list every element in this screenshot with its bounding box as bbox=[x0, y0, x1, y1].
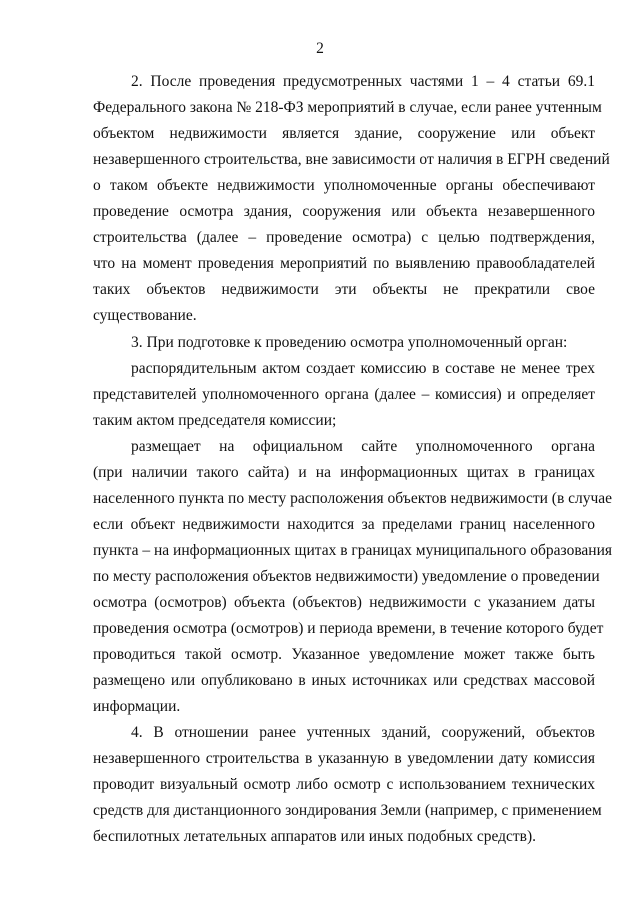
paragraph-line: проведение осмотра здания, сооружения или объекта незавершенного bbox=[93, 203, 595, 220]
paragraph-line: по месту расположения объектов недвижимости) уведомление о проведении bbox=[93, 568, 600, 585]
paragraph-line: что на момент проведения мероприятий по выявлению правообладателей bbox=[93, 255, 595, 272]
paragraph-line: незавершенного строительства, вне зависимости от наличия в ЕГРН сведений bbox=[93, 151, 610, 168]
paragraph-line: размещает на официальном сайте уполномоченного органа bbox=[131, 438, 595, 455]
page-number: 2 bbox=[316, 40, 324, 57]
paragraph-line: населенного пункта по месту расположения объектов недвижимости (в случае bbox=[93, 490, 613, 507]
paragraph-line: 4. В отношении ранее учтенных зданий, сооружений, объектов bbox=[131, 724, 595, 741]
paragraph-line: незавершенного строительства в указанную в уведомлении дату комиссия bbox=[93, 750, 595, 767]
paragraph-line: проведения осмотра (осмотров) и периода времени, в течение которого будет bbox=[93, 620, 604, 637]
paragraph-line: средств для дистанционного зондирования Земли (например, с применением bbox=[93, 802, 602, 819]
paragraph-line: распорядительным актом создает комиссию в составе не менее трех bbox=[131, 360, 595, 377]
paragraph-line: проводиться такой осмотр. Указанное уведомление может также быть bbox=[93, 646, 595, 663]
paragraph-line: (при наличии такого сайта) и на информационных щитах в границах bbox=[93, 464, 595, 481]
paragraph-line: 2. После проведения предусмотренных частями 1 – 4 статьи 69.1 bbox=[131, 73, 595, 90]
paragraph-line: существование. bbox=[93, 307, 197, 324]
paragraph-line: проводит визуальный осмотр либо осмотр с использованием технических bbox=[93, 776, 595, 793]
paragraph-line: таким актом председателя комиссии; bbox=[93, 412, 337, 429]
paragraph-line: представителей уполномоченного органа (далее – комиссия) и определяет bbox=[93, 386, 595, 403]
paragraph-line: пункта – на информационных щитах в границах муниципального образования bbox=[93, 542, 613, 559]
paragraph-line: размещено или опубликовано в иных источниках или средствах массовой bbox=[93, 672, 595, 689]
paragraph-line: осмотра (осмотров) объекта (объектов) недвижимости с указанием даты bbox=[93, 594, 595, 611]
paragraph-line: 3. При подготовке к проведению осмотра уполномоченный орган: bbox=[131, 334, 568, 351]
paragraph-line: таких объектов недвижимости эти объекты не прекратили свое bbox=[93, 281, 595, 298]
paragraph-line: объектом недвижимости является здание, сооружение или объект bbox=[93, 125, 595, 142]
paragraph-line: строительства (далее – проведение осмотра) с целью подтверждения, bbox=[93, 229, 595, 246]
paragraph-line: если объект недвижимости находится за пределами границ населенного bbox=[93, 516, 595, 533]
paragraph-line: Федерального закона № 218-ФЗ мероприятий в случае, если ранее учтенным bbox=[93, 99, 602, 116]
paragraph-line: беспилотных летательных аппаратов или иных подобных средств). bbox=[93, 828, 537, 845]
paragraph-line: информации. bbox=[93, 698, 181, 715]
paragraph-line: о таком объекте недвижимости уполномоченные органы обеспечивают bbox=[93, 177, 595, 194]
